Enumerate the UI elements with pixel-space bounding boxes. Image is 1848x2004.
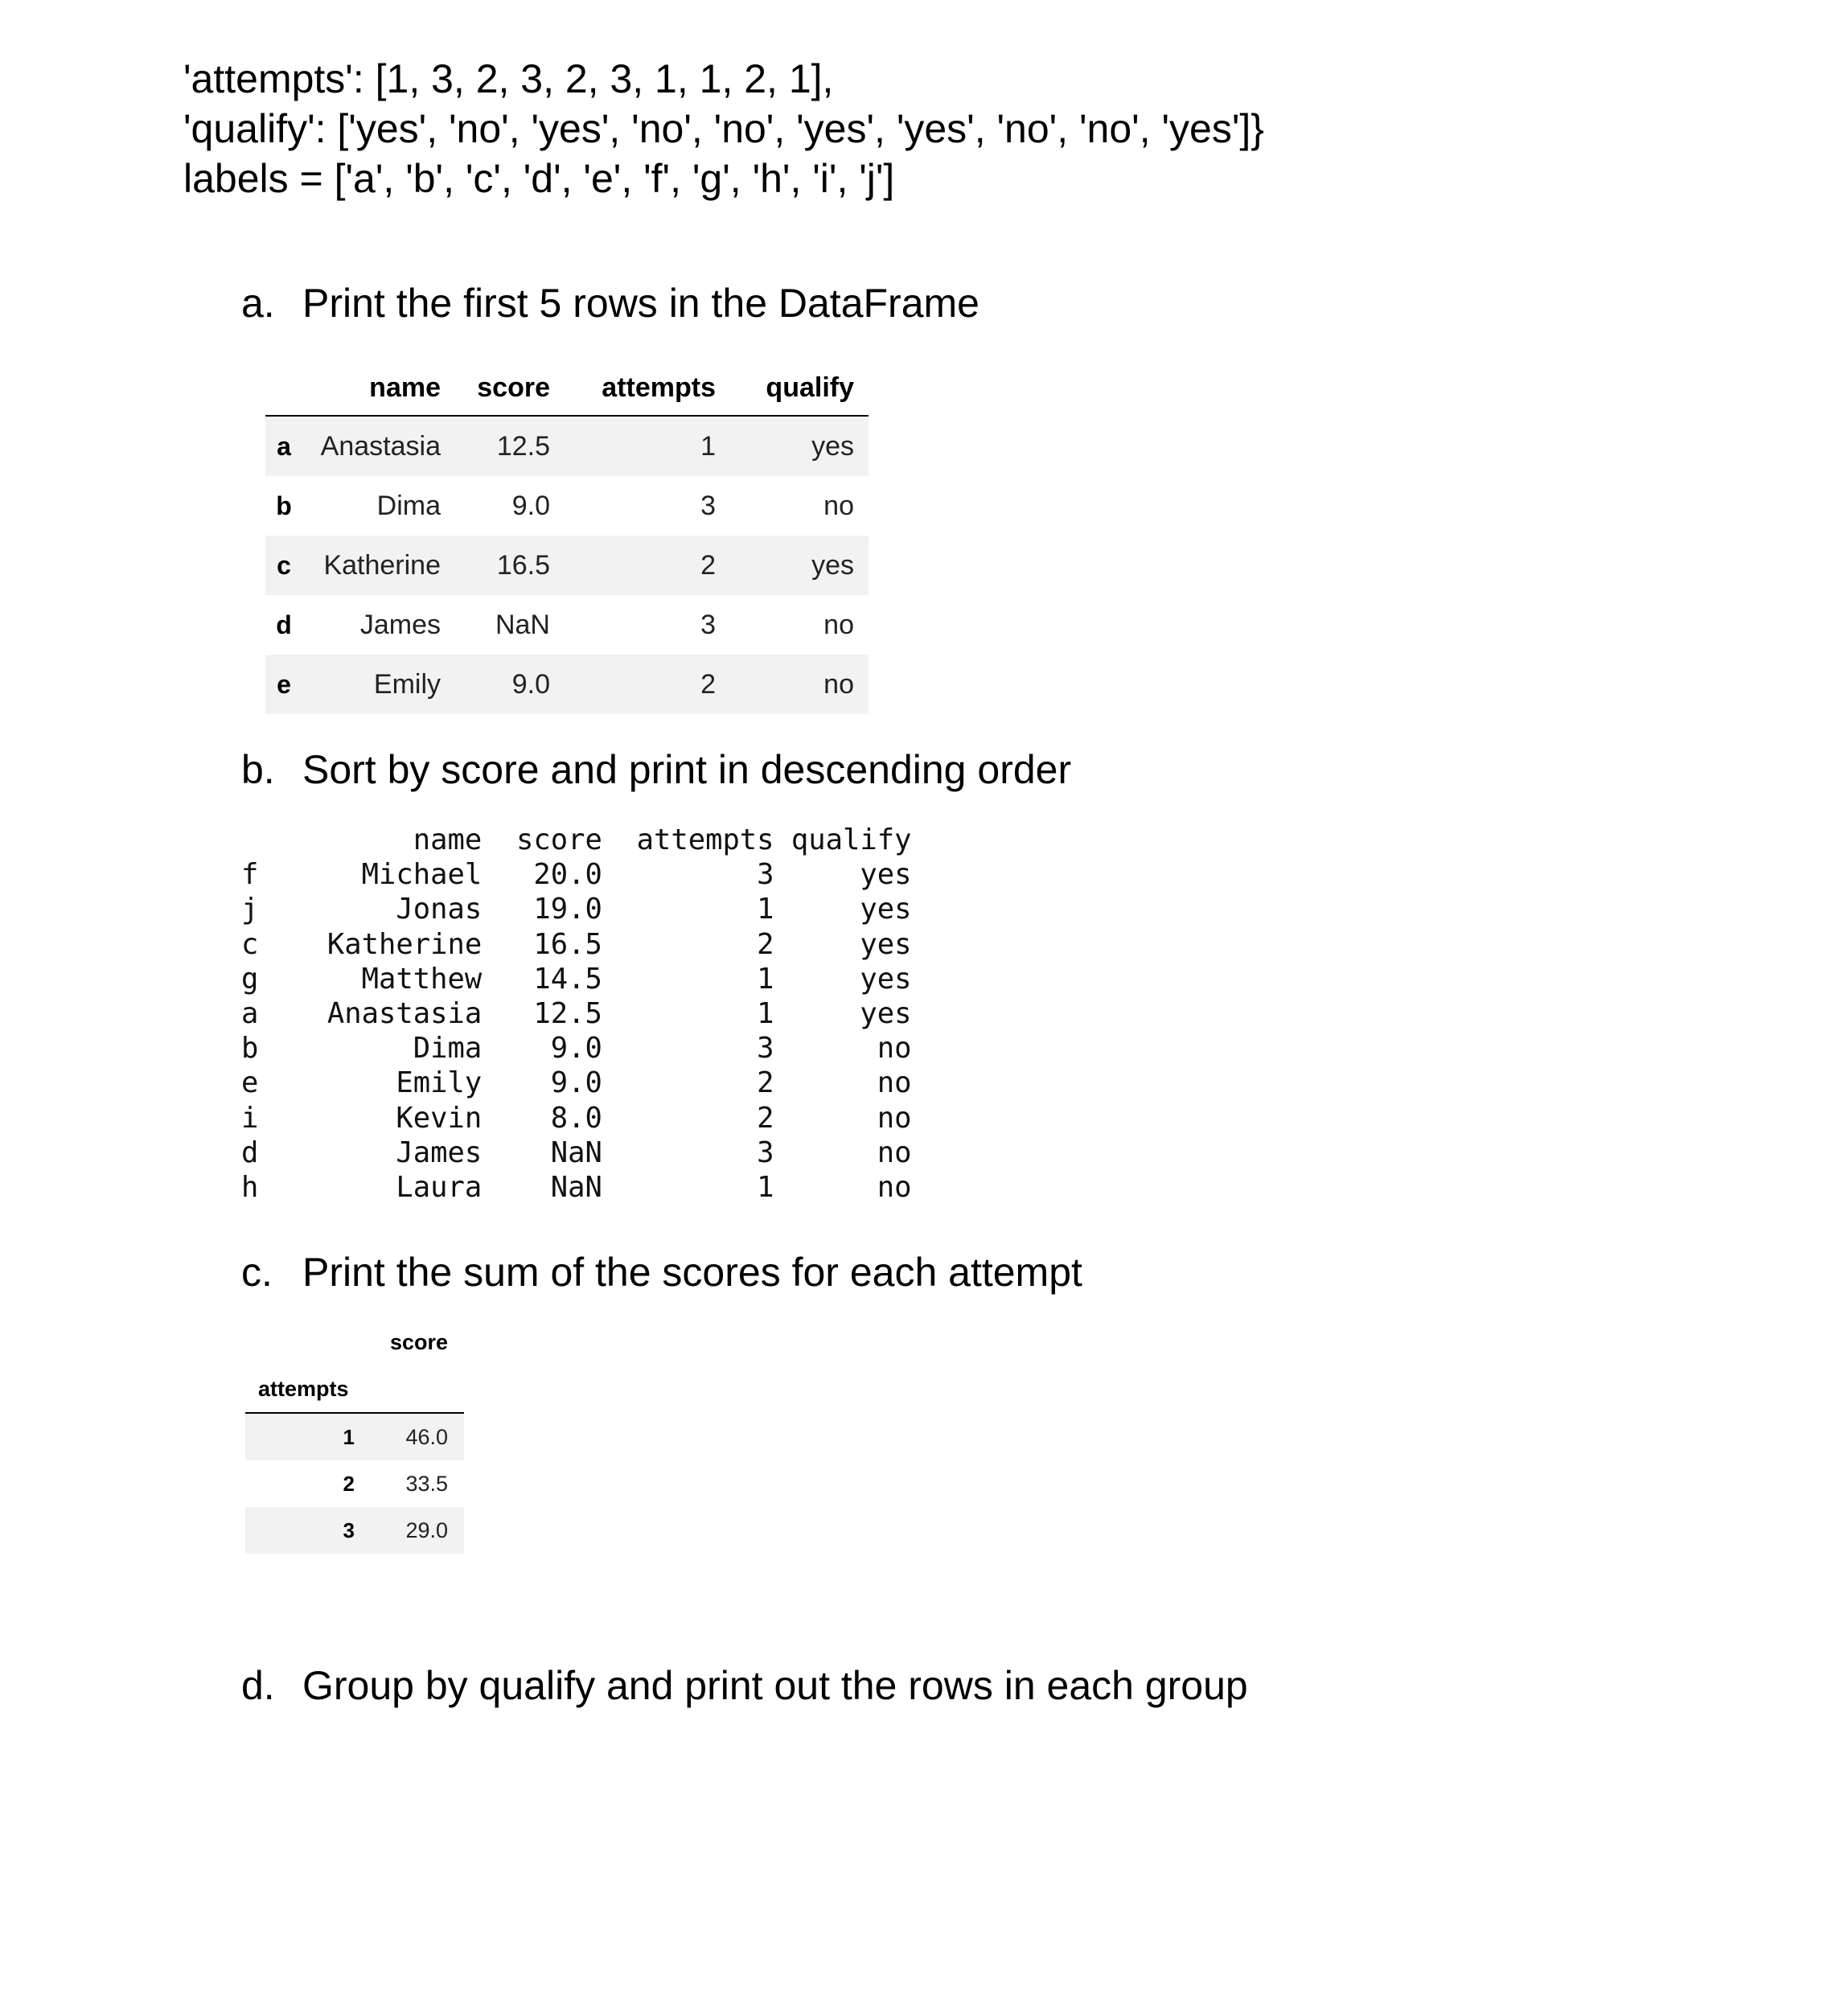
cell-qualify: no <box>823 668 854 700</box>
cell-qualify: no <box>823 490 854 521</box>
question-b-letter: b. <box>241 747 275 792</box>
table-header-row <box>245 1319 464 1365</box>
question-d-letter: d. <box>241 1663 275 1708</box>
groupby-sum-table <box>245 1319 464 1554</box>
row-index: b <box>276 491 292 520</box>
row-index: a <box>277 431 291 461</box>
output-line: a Anastasia 12.5 1 yes <box>241 997 912 1031</box>
index-name-row <box>245 1365 464 1413</box>
table-row <box>265 655 869 714</box>
table-row <box>265 476 869 536</box>
table-row <box>245 1507 464 1554</box>
question-d-text: Group by qualify and print out the rows in each group <box>302 1663 1248 1708</box>
output-line: b Dima 9.0 3 no <box>241 1032 912 1066</box>
question-a-text: Print the first 5 rows in the DataFrame <box>302 281 979 326</box>
row-index: d <box>276 610 292 639</box>
column-header-qualify: qualify <box>730 360 869 416</box>
sorted-dataframe-output <box>241 823 912 1205</box>
cell-attempts: 2 <box>700 549 716 581</box>
question-c-letter: c. <box>241 1250 273 1295</box>
question-a <box>241 278 979 328</box>
cell-qualify: yes <box>811 549 854 581</box>
output-line: d James NaN 3 no <box>241 1135 912 1169</box>
table-row <box>245 1460 464 1507</box>
cell-qualify: no <box>823 609 854 640</box>
cell-score: 29.0 <box>405 1517 448 1542</box>
cell-qualify: yes <box>811 430 854 462</box>
index-name-attempts: attempts <box>245 1365 368 1413</box>
row-index: 2 <box>343 1471 355 1496</box>
cell-score: 9.0 <box>511 668 550 700</box>
output-line: j Jonas 19.0 1 yes <box>241 893 912 926</box>
row-index: c <box>277 550 291 580</box>
output-header-line: name score attempts qualify <box>241 823 912 856</box>
index-name-blank <box>368 1365 464 1413</box>
cell-name: Dima <box>376 490 441 521</box>
cell-score: 12.5 <box>496 430 550 462</box>
code-line-attempts: 'attempts': [1, 3, 2, 3, 2, 3, 1, 1, 2, 1], <box>183 56 834 101</box>
cell-attempts: 3 <box>700 609 716 640</box>
dataframe-head-table <box>265 360 869 714</box>
table-row <box>265 536 869 595</box>
row-index: 3 <box>343 1517 355 1542</box>
code-line-qualify: 'qualify': ['yes', 'no', 'yes', 'no', 'no', 'yes', 'yes', 'no', 'no', 'yes']} <box>183 106 1264 151</box>
output-line: i Kevin 8.0 2 no <box>241 1101 912 1135</box>
table-header-row <box>265 360 869 416</box>
cell-attempts: 2 <box>700 668 716 700</box>
output-line: g Matthew 14.5 1 yes <box>241 962 912 996</box>
cell-score: 46.0 <box>405 1424 448 1449</box>
column-header-attempts: attempts <box>565 360 730 416</box>
question-a-letter: a. <box>241 281 275 326</box>
table-row <box>245 1413 464 1460</box>
cell-name: Emily <box>373 668 441 700</box>
table-row <box>265 416 869 476</box>
cell-attempts: 1 <box>700 430 716 462</box>
column-header-score: score <box>455 360 565 416</box>
index-header-blank <box>245 1319 368 1365</box>
code-line-labels: labels = ['a', 'b', 'c', 'd', 'e', 'f', 'g', 'h', 'i', 'j'] <box>183 156 895 201</box>
cell-attempts: 3 <box>700 490 716 521</box>
question-b-text: Sort by score and print in descending order <box>302 747 1072 792</box>
column-header-score: score <box>389 1329 448 1354</box>
output-line: e Emily 9.0 2 no <box>241 1066 912 1100</box>
cell-score: 16.5 <box>496 549 550 581</box>
output-line: h Laura NaN 1 no <box>241 1171 912 1205</box>
output-line: f Michael 20.0 3 yes <box>241 858 912 892</box>
cell-score: 33.5 <box>405 1471 448 1496</box>
table-row <box>265 595 869 655</box>
question-c <box>241 1247 1082 1297</box>
cell-score: NaN <box>495 609 550 640</box>
row-index: 1 <box>343 1424 355 1449</box>
index-header <box>265 360 302 416</box>
output-line: c Katherine 16.5 2 yes <box>241 927 912 961</box>
cell-name: Anastasia <box>320 430 441 462</box>
cell-name: Katherine <box>323 549 441 581</box>
row-index: e <box>277 669 291 699</box>
column-header-name: name <box>302 360 455 416</box>
question-b <box>241 745 1071 795</box>
question-d <box>241 1661 1248 1710</box>
cell-score: 9.0 <box>511 490 550 521</box>
cell-name: James <box>359 609 441 640</box>
question-c-text: Print the sum of the scores for each attempt <box>302 1250 1082 1295</box>
